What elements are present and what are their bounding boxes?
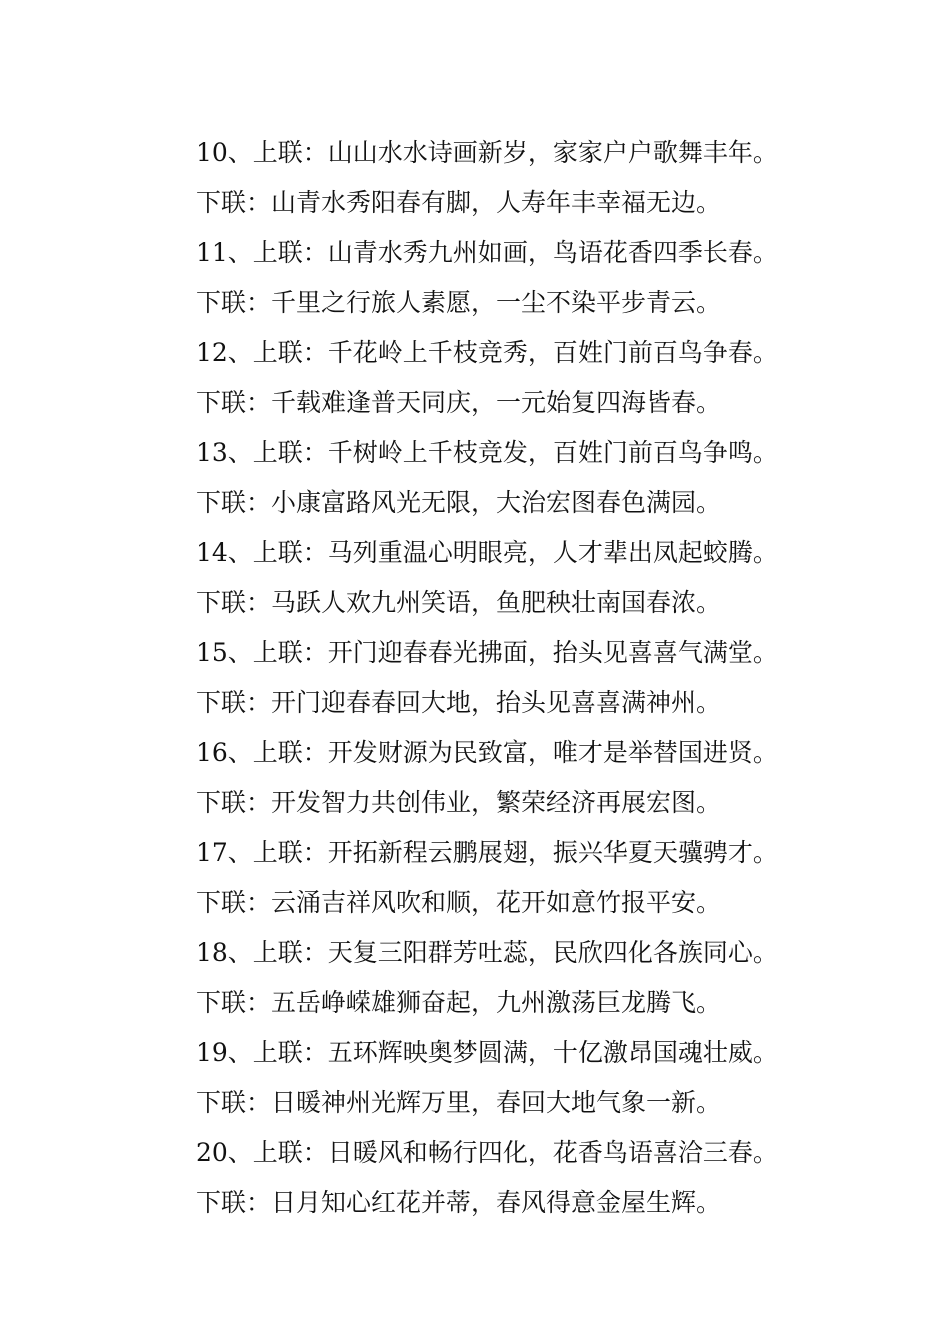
couplet-line: 12、上联：千花岭上千枝竞秀，百姓门前百鸟争春。: [196, 338, 778, 367]
couplet-line: 10、上联：山山水水诗画新岁，家家户户歌舞丰年。: [196, 138, 778, 167]
couplet-line: 20、上联：日暖风和畅行四化，花香鸟语喜洽三春。: [196, 1138, 778, 1167]
couplet-line: 18、上联：天复三阳群芳吐蕊，民欣四化各族同心。: [196, 938, 778, 967]
couplet-line: 下联：日暖神州光辉万里，春回大地气象一新。: [196, 1088, 722, 1117]
couplet-line: 13、上联：千树岭上千枝竞发，百姓门前百鸟争鸣。: [196, 438, 778, 467]
couplet-line: 17、上联：开拓新程云鹏展翅，振兴华夏天骥骋才。: [196, 838, 778, 867]
couplet-line: 11、上联：山青水秀九州如画，鸟语花香四季长春。: [196, 238, 778, 267]
couplet-line: 下联：山青水秀阳春有脚，人寿年丰幸福无边。: [196, 188, 722, 217]
couplet-line: 16、上联：开发财源为民致富，唯才是举替国进贤。: [196, 738, 778, 767]
couplet-line: 15、上联：开门迎春春光拂面，抬头见喜喜气满堂。: [196, 638, 778, 667]
couplet-line: 19、上联：五环辉映奥梦圆满，十亿激昂国魂壮威。: [196, 1038, 778, 1067]
couplet-list: [196, 128, 896, 1228]
couplet-line: 下联：千载难逢普天同庆，一元始复四海皆春。: [196, 388, 722, 417]
couplet-line: 下联：开门迎春春回大地，抬头见喜喜满神州。: [196, 688, 722, 717]
couplet-line: 下联：千里之行旅人素愿，一尘不染平步青云。: [196, 288, 722, 317]
couplet-line: 下联：五岳峥嵘雄狮奋起，九州激荡巨龙腾飞。: [196, 988, 722, 1017]
couplet-line: 下联：云涌吉祥风吹和顺，花开如意竹报平安。: [196, 888, 722, 917]
couplet-line: 下联：开发智力共创伟业，繁荣经济再展宏图。: [196, 788, 722, 817]
couplet-line: 下联：马跃人欢九州笑语，鱼肥秧壮南国春浓。: [196, 588, 722, 617]
couplet-line: 下联：小康富路风光无限，大治宏图春色满园。: [196, 488, 722, 517]
couplet-line: 下联：日月知心红花并蒂，春风得意金屋生辉。: [196, 1188, 722, 1217]
couplet-line: 14、上联：马列重温心明眼亮，人才辈出凤起蛟腾。: [196, 538, 778, 567]
